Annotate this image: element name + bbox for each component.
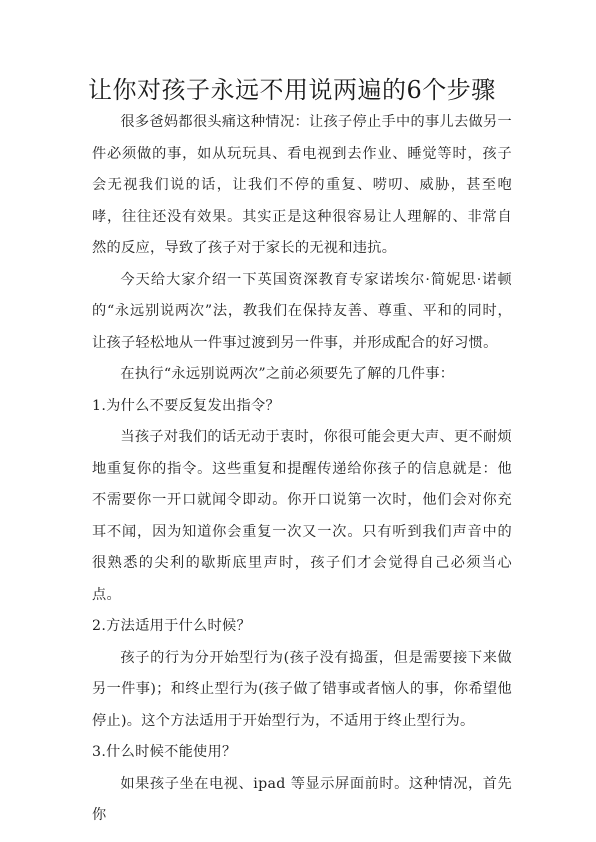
- paragraph-preface: 在执行“永远别说两次”之前必须要先了解的几件事：: [120, 366, 455, 382]
- document-title: 让你对孩子永远不用说两遍的6个步骤: [88, 76, 496, 104]
- section-heading-2: 2.方法适用于什么时候？: [92, 618, 252, 634]
- paragraph-section-2: 孩子的行为分开始型行为(孩子没有捣蛋，但是需要接下来做另一件事)；和终止型行为(孩子做了错事或者恼人的事，你希望他停止)。这个方法适用于开始型行为，不适用于终止型行为。: [92, 649, 512, 729]
- paragraph-method-intro: 今天给大家介绍一下英国资深教育专家诺埃尔·简妮思·诺顿的“永远别说两次”法，教我们在保持友善、尊重、平和的同时，让孩子轻松地从一件事过渡到另一件事，并形成配合的好习惯。: [92, 271, 512, 351]
- paragraph-section-1: 当孩子对我们的话无动于衷时，你很可能会更大声、更不耐烦地重复你的指令。这些重复和提醒传递给你孩子的信息就是：他不需要你一开口就闻令即动。你开口说第一次时，他们会对你充耳不闻，因为知道你会重复一次又一次。只有听到我们声音中的很熟悉的尖利的歇斯底里声时，孩子们才会觉得自己必须当心点。: [92, 429, 512, 603]
- paragraph-section-3: 如果孩子坐在电视、ipad 等显示屏面前时。这种情况，首先你: [92, 775, 512, 823]
- document-body: [92, 107, 512, 832]
- paragraph-intro: 很多爸妈都很头痛这种情况：让孩子停止手中的事儿去做另一件必须做的事，如从玩玩具、看电视到去作业、睡觉等时，孩子会无视我们说的话，让我们不停的重复、唠叨、威胁，甚至咆哮，往往还没有效果。其实正是这种很容易让人理解的、非常自然的反应，导致了孩子对于家长的无视和违抗。: [92, 114, 512, 256]
- section-heading-1: 1.为什么不要反复发出指令？: [92, 397, 280, 414]
- section-heading-3: 3.什么时候不能使用？: [92, 744, 237, 760]
